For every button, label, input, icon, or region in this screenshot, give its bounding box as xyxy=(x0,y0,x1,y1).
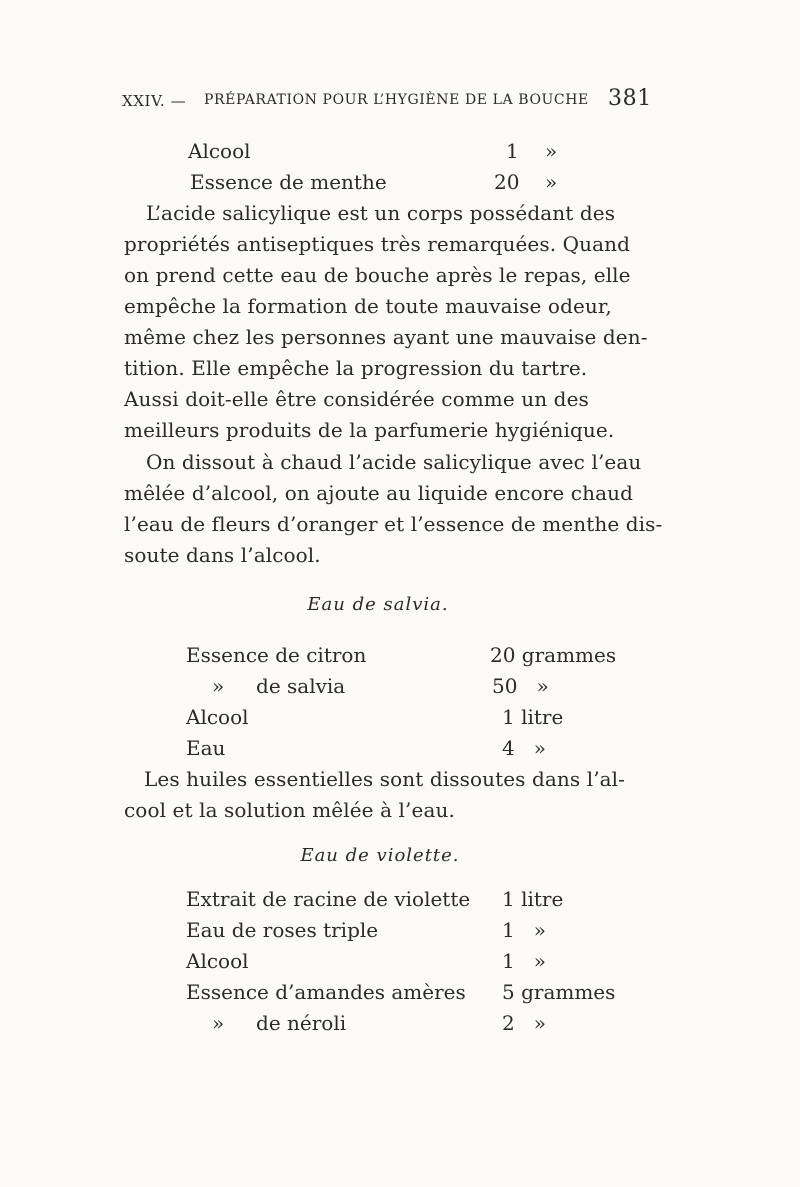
ingredient-name: Eau xyxy=(186,736,226,760)
ingredient-qty: 1 » xyxy=(502,949,547,973)
ingredient-name: Essence de menthe xyxy=(190,170,387,194)
ingredient-unit: » xyxy=(545,139,558,163)
ingredient-name: Alcool xyxy=(186,705,249,729)
text-line: mêlée d’alcool, on ajoute au liquide encore chaud xyxy=(124,481,633,505)
ingredient-qty: 2 » xyxy=(502,1011,547,1035)
ingredient-name: » de salvia xyxy=(212,674,346,698)
text-line: Les huiles essentielles sont dissoutes dans l’al- xyxy=(144,767,626,791)
text-line: cool et la solution mêlée à l’eau. xyxy=(124,798,455,822)
ingredient-qty: 4 » xyxy=(502,736,547,760)
text-line: L’acide salicylique est un corps possédant des xyxy=(146,201,616,225)
ingredient-name: » de néroli xyxy=(212,1011,347,1035)
section-title-violette: Eau de violette. xyxy=(300,845,460,866)
ingredient-qty: 1 » xyxy=(502,918,547,942)
ingredient-name: Extrait de racine de violette xyxy=(186,887,471,911)
text-line: propriétés antiseptiques très remarquées. Quand xyxy=(124,232,631,256)
ingredient-qty: 50 » xyxy=(492,674,549,698)
page-number: 381 xyxy=(608,86,652,111)
ingredient-qty: 1 xyxy=(506,139,519,163)
ingredient-qty: 5 grammes xyxy=(502,980,616,1004)
ingredient-name: Alcool xyxy=(186,949,249,973)
ingredient-name: Eau de roses triple xyxy=(186,918,379,942)
ingredient-qty: 1 litre xyxy=(502,887,564,911)
ingredient-name: Essence de citron xyxy=(186,643,367,667)
text-line: On dissout à chaud l’acide salicylique avec l’eau xyxy=(146,450,642,474)
text-line: meilleurs produits de la parfumerie hygiénique. xyxy=(124,418,615,442)
ingredient-unit: » xyxy=(545,170,558,194)
text-line: l’eau de fleurs d’oranger et l’essence de menthe dis- xyxy=(124,512,663,536)
text-line: même chez les personnes ayant une mauvaise den- xyxy=(124,325,648,349)
chapter-label: XXIV. — xyxy=(122,92,187,110)
ingredient-qty: 1 litre xyxy=(502,705,564,729)
text-line: empêche la formation de toute mauvaise odeur, xyxy=(124,294,612,318)
ingredient-name: Alcool xyxy=(188,139,251,163)
header-title: PRÉPARATION POUR L’HYGIÈNE DE LA BOUCHE xyxy=(204,92,589,108)
text-line: Aussi doit-elle être considérée comme un des xyxy=(124,387,589,411)
ingredient-qty: 20 grammes xyxy=(490,643,617,667)
ingredient-qty: 20 xyxy=(494,170,520,194)
section-title-salvia: Eau de salvia. xyxy=(307,594,449,615)
text-line: on prend cette eau de bouche après le repas, elle xyxy=(124,263,631,287)
text-line: soute dans l’alcool. xyxy=(124,543,321,567)
text-line: tition. Elle empêche la progression du tartre. xyxy=(124,356,588,380)
ingredient-name: Essence d’amandes amères xyxy=(186,980,466,1004)
